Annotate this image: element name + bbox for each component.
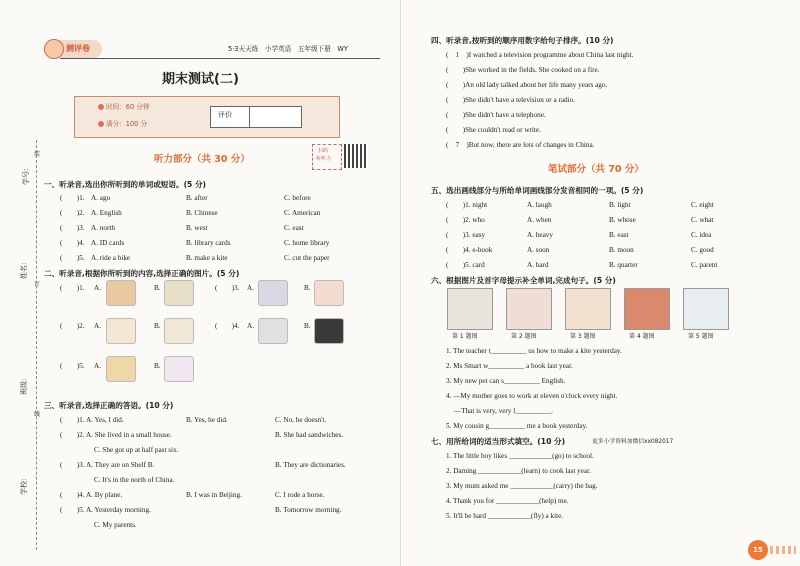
time-label: 时间：60 分钟 xyxy=(106,103,150,111)
side-mark-2: 订 xyxy=(34,281,41,288)
clock-icon xyxy=(98,104,104,110)
scene-cousin-book xyxy=(683,288,729,330)
passport-icon xyxy=(314,318,344,344)
s6-line: 3. My new pet can s__________ English. xyxy=(446,377,566,385)
s4-line: ( )She worked in the fields. She cooked on a fire. xyxy=(446,66,600,74)
s4-line: ( 1 )I watched a television programme about China last night. xyxy=(446,51,634,59)
s2-heading: 二、听录音,根据你所听到的内容,选择正确的图片。(5 分) xyxy=(44,269,240,278)
scene-caption: 第 2 题图 xyxy=(511,333,537,340)
side-mark-3: 线 xyxy=(34,411,41,418)
s6-line: —That is very, very l__________. xyxy=(454,407,553,415)
s7-note: 更多小学资料加微信xx082017 xyxy=(592,439,674,445)
side-name: 姓名： xyxy=(20,258,28,279)
scene-woman-writing xyxy=(506,288,552,330)
hamburger-icon xyxy=(106,280,136,306)
score-icon xyxy=(98,121,104,127)
s2-q4: ( )4. xyxy=(215,322,240,330)
book-icon xyxy=(258,318,288,344)
s2-q1: ( )1. xyxy=(60,284,85,292)
s4-line: ( )She couldn't read or write. xyxy=(446,126,541,134)
page-corner-stripes xyxy=(770,546,796,554)
computer-icon xyxy=(258,280,288,306)
sandwich-icon xyxy=(164,280,194,306)
page-divider xyxy=(400,0,401,566)
s7-line: 2. Daming ____________(learn) to cook last year. xyxy=(446,467,591,475)
s4-line: ( 7 )But now, there are lots of changes in China. xyxy=(446,141,595,149)
scene-caption: 第 5 题图 xyxy=(688,333,714,340)
qr-code-icon xyxy=(344,144,368,168)
written-title: 笔试部分（共 70 分） xyxy=(548,164,644,175)
s5-heading: 五、选出画线部分与所给单词画线部分发音相同的一项。(5 分) xyxy=(431,186,644,195)
s3-line: C. It's in the north of China. xyxy=(94,476,175,484)
series-line: 5·3天天练 小学英语 五年级下册 WY xyxy=(228,45,348,53)
s4-heading: 四、听录音,按听到的顺序用数字给句子排序。(10 分) xyxy=(431,36,614,45)
listening-title: 听力部分（共 30 分） xyxy=(154,154,250,165)
pencil-icon xyxy=(106,318,136,344)
s4-line: ( )She didn't have a television or a radio. xyxy=(446,96,576,104)
s7-heading: 七、用所给词的适当形式填空。(10 分) xyxy=(431,437,566,446)
s6-line: 4. —My mother goes to work at eleven o'clock every night. xyxy=(446,392,618,400)
s2-q5: ( )5. xyxy=(60,362,85,370)
scene-caption: 第 4 题图 xyxy=(629,333,655,340)
letter-icon xyxy=(314,280,344,306)
ruler-icon xyxy=(164,318,194,344)
grade-label: 评价 xyxy=(218,111,232,119)
s3-heading: 三、听录音,选择正确的答语。(10 分) xyxy=(44,401,174,410)
side-school: 学校： xyxy=(20,474,28,495)
test-badge xyxy=(44,40,102,58)
scene-caption: 第 1 题图 xyxy=(452,333,478,340)
scene-teacher-kite xyxy=(447,288,493,330)
s6-line: 1. The teacher t__________ us how to make a kite yesterday. xyxy=(446,347,622,355)
s7-line: 4. Thank you for ____________(help) me. xyxy=(446,497,569,505)
side-mark-1: 装 xyxy=(34,151,41,158)
qr-note-1: 扫码 xyxy=(318,148,329,154)
badge-label: 测评卷 xyxy=(66,44,90,53)
s7-line: 5. It'll be hard ____________(fly) a kite. xyxy=(446,512,564,520)
s6-line: 5. My cousin g__________ me a book yesterday. xyxy=(446,422,588,430)
s3-line: C. She got up at half past six. xyxy=(94,446,179,454)
qr-note-2: 听听力 xyxy=(316,156,332,162)
s7-line: 1. The little boy likes ____________(go) to school. xyxy=(446,452,594,460)
s4-line: ( )An old lady talked about her life many years ago. xyxy=(446,81,608,89)
side-class: 班级： xyxy=(20,374,28,395)
side-student-no: 学号： xyxy=(22,164,30,185)
scene-caption: 第 3 题图 xyxy=(570,333,596,340)
taxi-icon xyxy=(106,356,136,382)
scene-night-city xyxy=(624,288,670,330)
score-label: 满分：100 分 xyxy=(106,120,148,128)
s3-line: C. My parents. xyxy=(94,521,137,529)
s7-line: 3. My mum asked me ____________(carry) the bag. xyxy=(446,482,598,490)
s4-line: ( )She didn't have a telephone. xyxy=(446,111,546,119)
dancer-icon xyxy=(164,356,194,382)
s2-q2: ( )2. xyxy=(60,322,85,330)
s1-heading: 一、听录音,选出你所听到的单词或短语。(5 分) xyxy=(44,180,207,189)
s6-heading: 六、根据图片及首字母提示补全单词,完成句子。(5 分) xyxy=(431,276,616,285)
page-title: 期末测试(二) xyxy=(162,72,239,87)
scene-parrot xyxy=(565,288,611,330)
page-number: 15 xyxy=(753,546,763,554)
s6-line: 2. Ms Smart w__________ a book last year. xyxy=(446,362,573,370)
header-rule xyxy=(60,58,380,59)
mascot-icon xyxy=(44,39,64,59)
s2-q3: ( )3. xyxy=(215,284,240,292)
binding-line xyxy=(36,140,37,550)
